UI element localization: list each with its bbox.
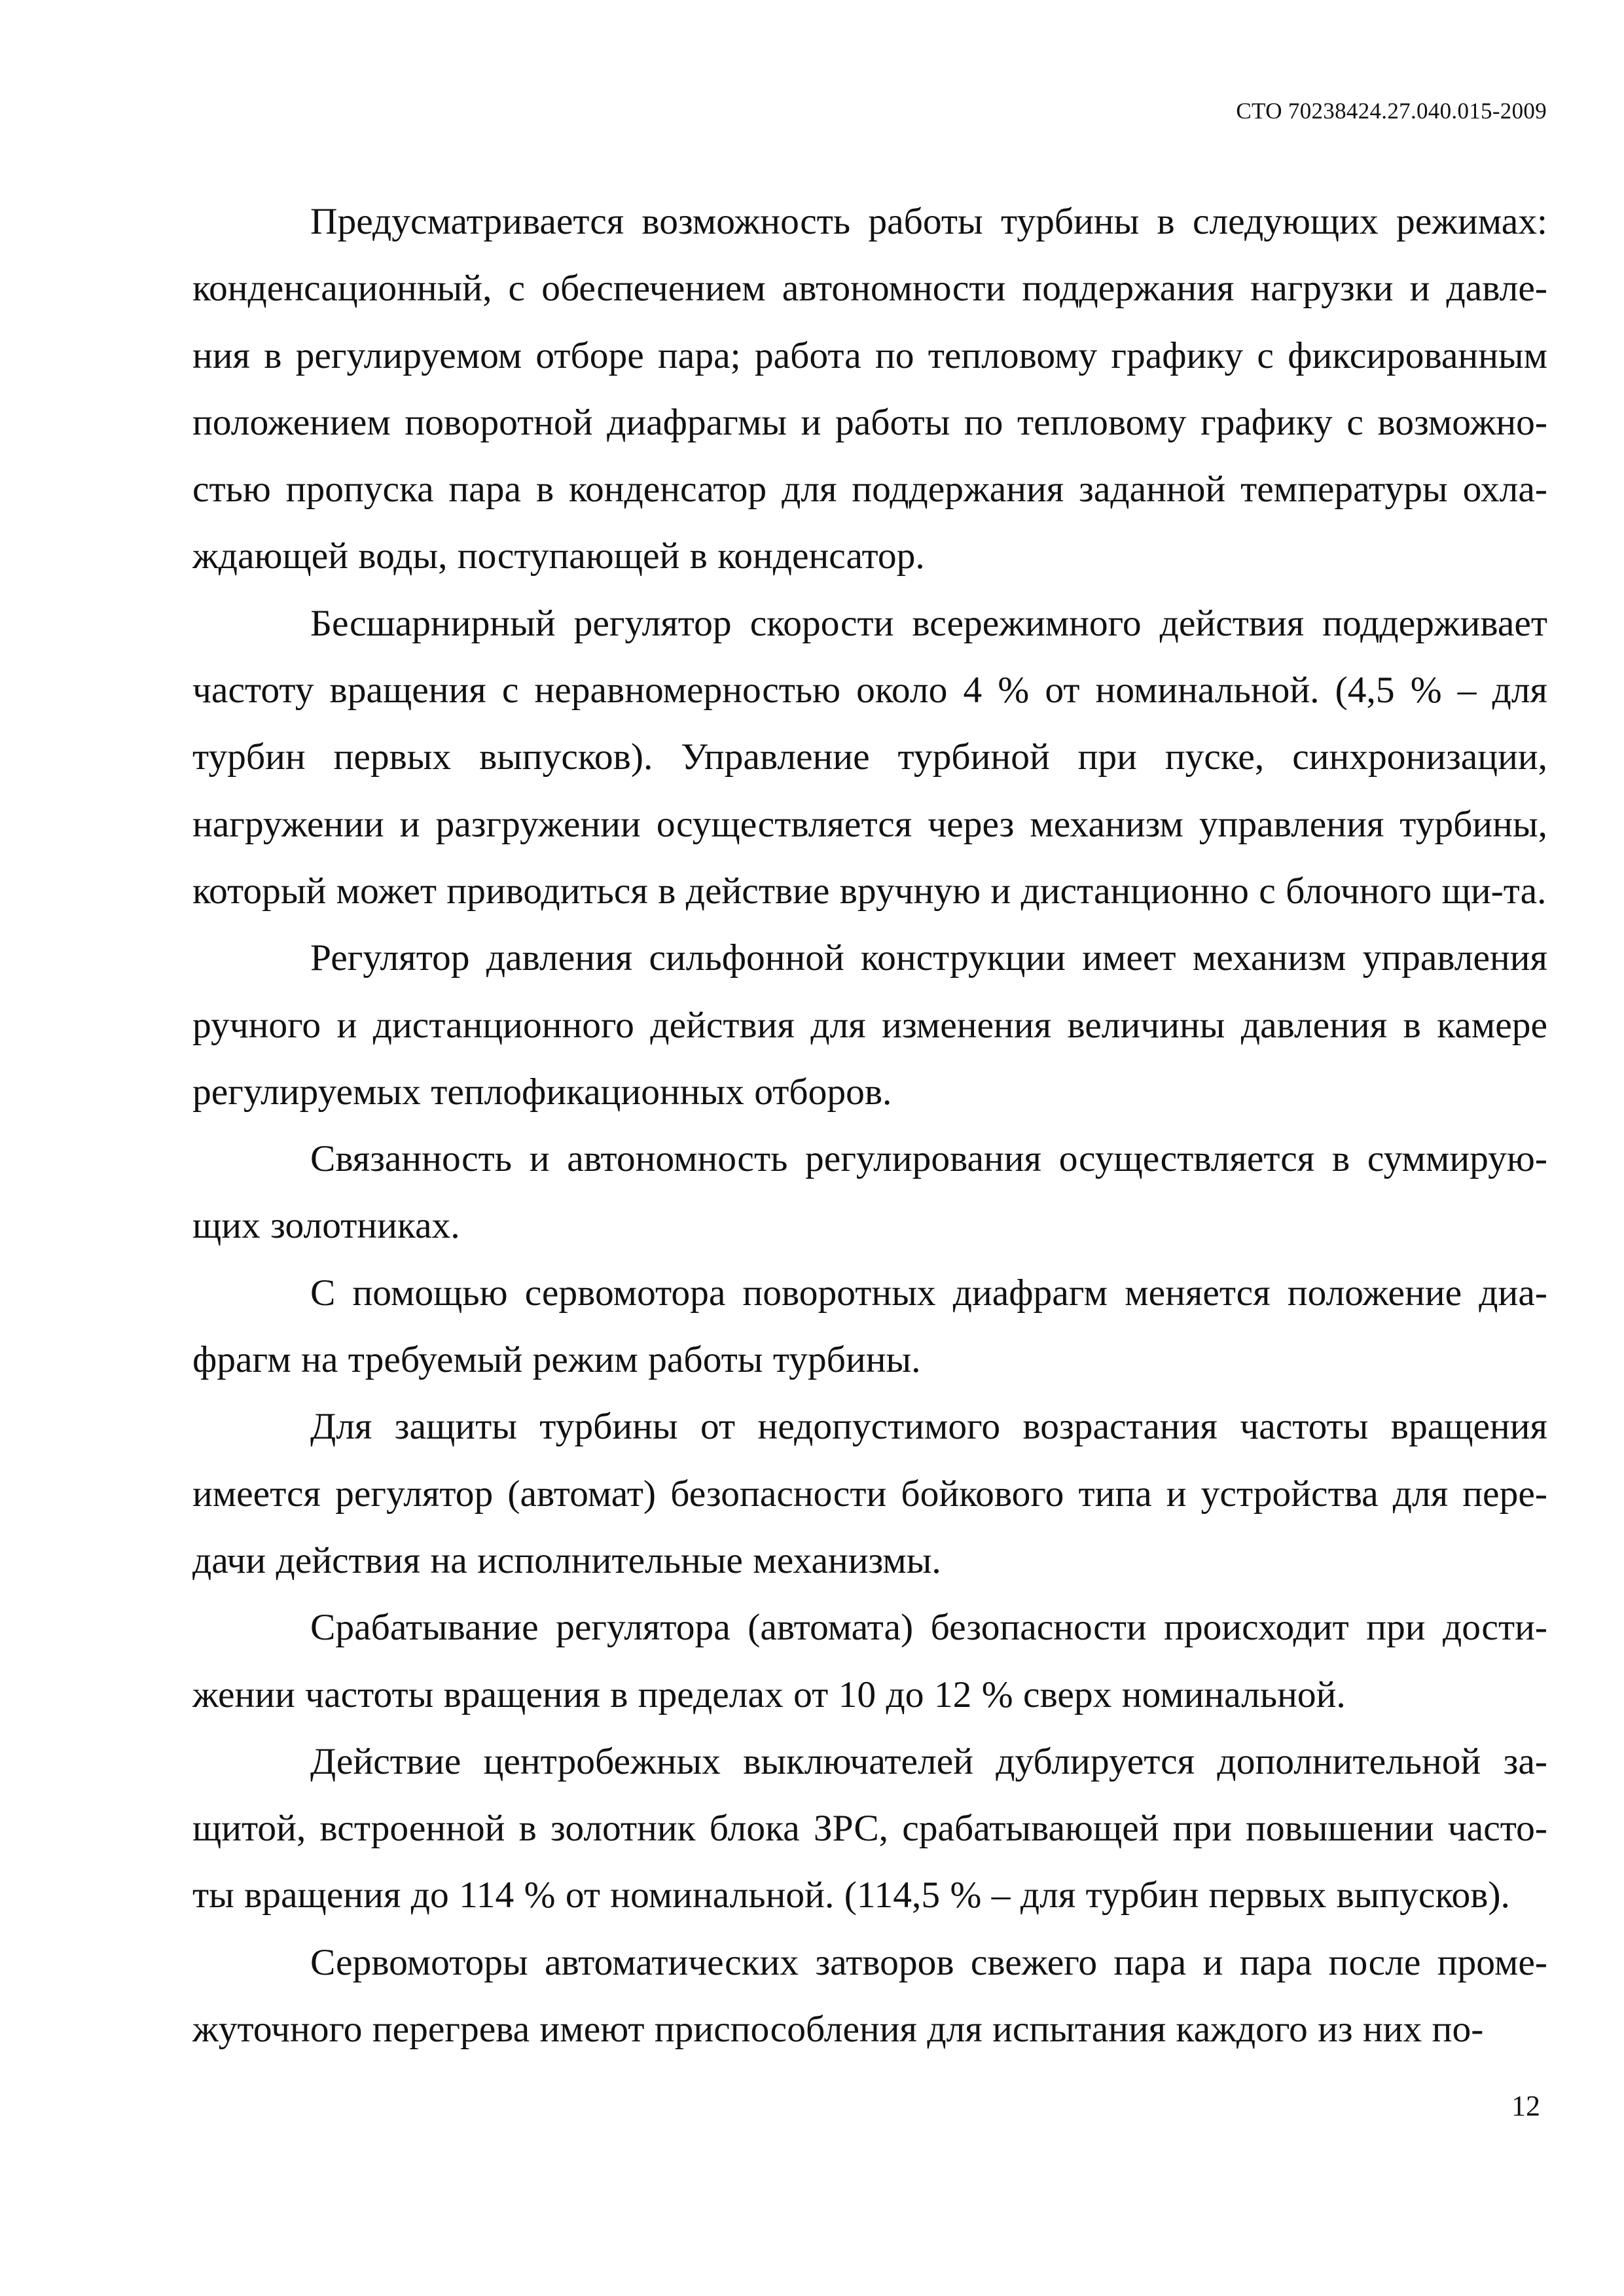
page-number: 12 [1511, 2090, 1540, 2122]
paragraph-backup-protection: Действие центробежных выключателей дублируется дополнительной за-щитой, встроенной в золотник блока ЗРС, срабатывающей при повышении часто-ты вращения до 114 % от номинальной. (114,5 % – для турбин первых выпусков). [192, 1740, 1547, 1916]
paragraph-speed-regulator: Бесшарнирный регулятор скорости всережимного действия поддерживает частоту вращения с неравномерностью около 4 % от номинальной. (4,5 % – для турбин первых выпусков). Управление турбиной при пуске, синхронизации, нагружении и разгружении осуществляется через механизм управления турбины, который может приводиться в действие вручную и дистанционно с блочного щи-та. [192, 602, 1547, 912]
document-code-header: СТО 70238424.27.040.015-2009 [1236, 98, 1547, 124]
paragraph-turbine-modes: Предусматривается возможность работы турбины в следующих режимах: конденсационный, с обеспечением автономности поддержания нагрузки и давле-ния в регулируемом отборе пара; работа по тепловому графику с фиксированным положением поворотной диафрагмы и работы по тепловому графику с возможно-стью пропуска пара в конденсатор для поддержания заданной температуры охла-ждающей воды, поступающей в конденсатор. [192, 201, 1547, 577]
paragraph-pressure-regulator: Регулятор давления сильфонной конструкции имеет механизм управления ручного и дистанционного действия для изменения величины давления в камере регулируемых теплофикационных отборов. [192, 937, 1547, 1113]
paragraph-overspeed-protection: Для защиты турбины от недопустимого возрастания частоты вращения имеется регулятор (автомат) безопасности бойкового типа и устройства для пере-дачи действия на исполнительные механизмы. [192, 1406, 1547, 1581]
body-text [192, 188, 1547, 2063]
paragraph-safety-trip: Срабатывание регулятора (автомата) безопасности происходит при дости-жении частоты вращения в пределах от 10 до 12 % сверх номинальной. [192, 1607, 1547, 1715]
paragraph-stop-valve-servomotors: Сервомоторы автоматических затворов свежего пара и пара после проме-жуточного перегрева имеют приспособления для испытания каждого из них по- [192, 1941, 1547, 2051]
paragraph-diaphragm-servomotor: С помощью сервомотора поворотных диафрагм меняется положение диа-фрагм на требуемый режим работы турбины. [192, 1272, 1547, 1381]
paragraph-coupling-autonomy: Связанность и автономность регулирования осуществляется в суммирую-щих золотниках. [192, 1138, 1547, 1247]
